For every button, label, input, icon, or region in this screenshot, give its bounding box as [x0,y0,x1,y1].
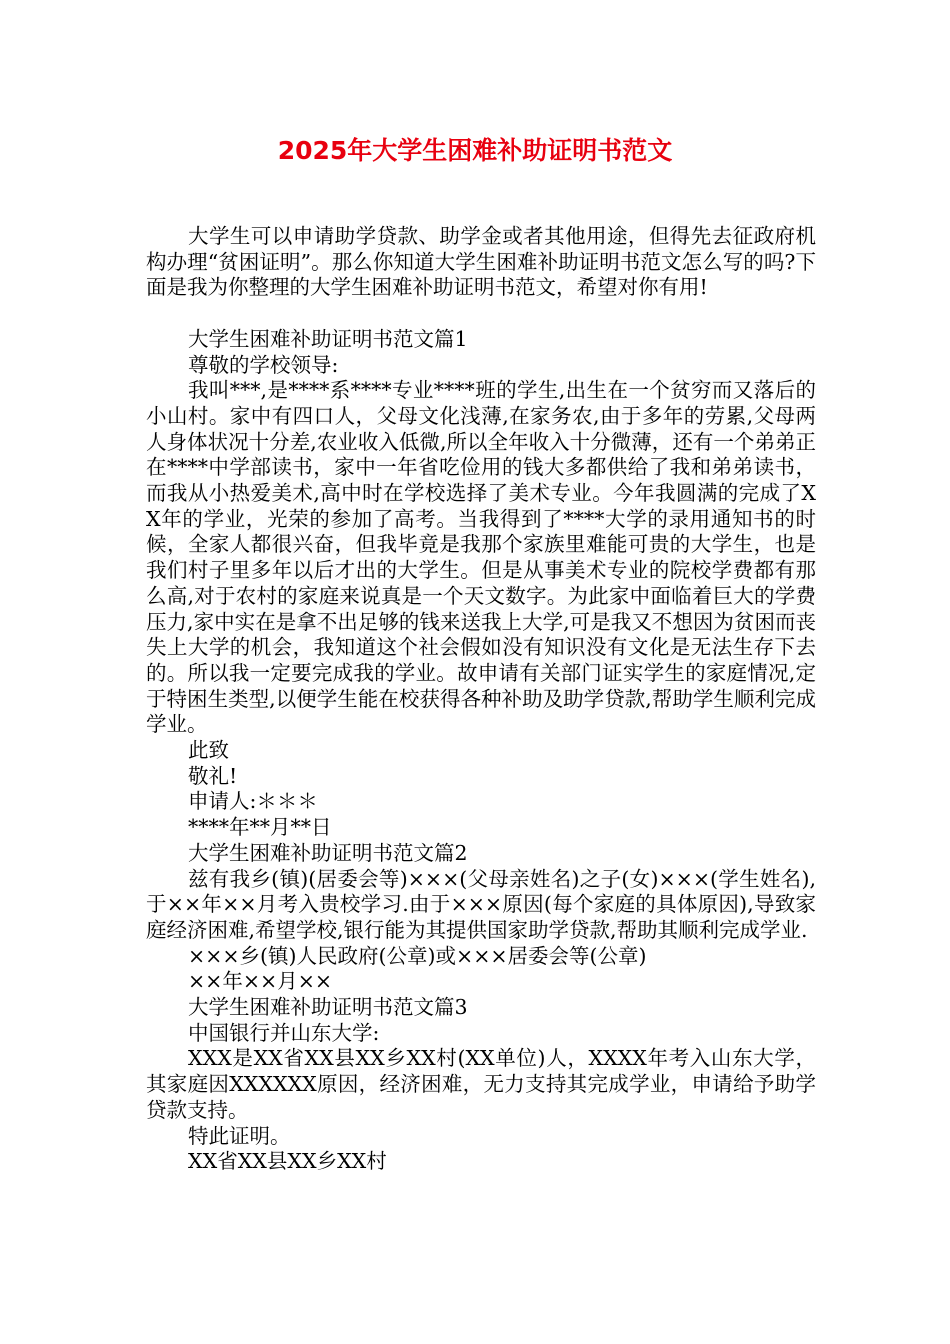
document-title: 2025年大学生困难补助证明书范文 [277,136,673,165]
section-heading-3: 大学生困难补助证明书范文篇3 [188,995,468,1020]
letter-body-3: XXX是XX省XX县XX乡XX村(XX单位)人，XXXX年考入山东大学，其家庭因XXXXXX原因，经济困难，无力支持其完成学业，申请给予助学贷款支持。 [146,1046,816,1122]
document-body [146,224,816,1175]
closing-jing-li: 敬礼! [188,763,238,788]
letter-body-2: 兹有我乡(镇)(居委会等)×××(父母亲姓名)之子(女)×××(学生姓名),于××年××月考入贵校学习.由于×××原因(每个家庭的具体原因),导致家庭经济困难,希望学校,银行能为其提供国家助学贷款,帮助其顺利完成学业. [146,866,816,942]
date-line-1: ****年**月**日 [188,815,332,840]
intro-paragraph: 大学生可以申请助学贷款、助学金或者其他用途，但得先去征政府机构办理“贫困证明”。那么你知道大学生困难补助证明书范文怎么写的吗?下面是我为你整理的大学生困难补助证明书范文，希望对你有用! [146,224,816,300]
section-heading-2: 大学生困难补助证明书范文篇2 [188,840,468,865]
salutation-1: 尊敬的学校领导: [188,352,339,377]
letter-body-1: 我叫***,是****系****专业****班的学生,出生在一个贫穷而又落后的小山村。家中有四口人，父母文化浅薄,在家务农,由于多年的劳累,父母两人身体状况十分差,农业收入低微,所以全年收入十分微薄，还有一个弟弟正在****中学部读书，家中一年省吃俭用的钱大多都供给了我和弟弟读书，而我从小热爱美术,高中时在学校选择了美术专业。今年我圆满的完成了XX年的学业，光荣的参加了高考。当我得到了****大学的录用通知书的时候，全家人都很兴奋，但我毕竟是我那个家族里难能可贵的大学生，也是我们村子里多年以后才出的大学生。但是从事美术专业的院校学费都有那么高,对于农村的家庭来说真是一个天文数字。为此家中面临着巨大的学费压力,家中实在是拿不出足够的钱来送我上大学,可是我又不想因为贫困而丧失上大学的机会，我知道这个社会假如没有知识没有文化是无法生存下去的。所以我一定要完成我的学业。故申请有关部门证实学生的家庭情况,定于特困生类型,以便学生能在校获得各种补助及助学贷款,帮助学生顺利完成学业。 [146,378,816,737]
paragraph-gap [146,301,816,327]
section-heading-1: 大学生困难补助证明书范文篇1 [188,326,468,351]
date-line-2: ××年××月×× [188,969,333,994]
seal-line-2: ×××乡(镇)人民政府(公章)或×××居委会等(公章) [188,943,647,968]
applicant-line: 申请人:＊＊＊ [188,789,318,814]
signature-line-3: XX省XX县XX乡XX村 [188,1149,387,1174]
certification-line: 特此证明。 [188,1123,291,1148]
closing-ci-zhi: 此致 [188,738,229,763]
salutation-3: 中国银行并山东大学: [188,1020,380,1045]
